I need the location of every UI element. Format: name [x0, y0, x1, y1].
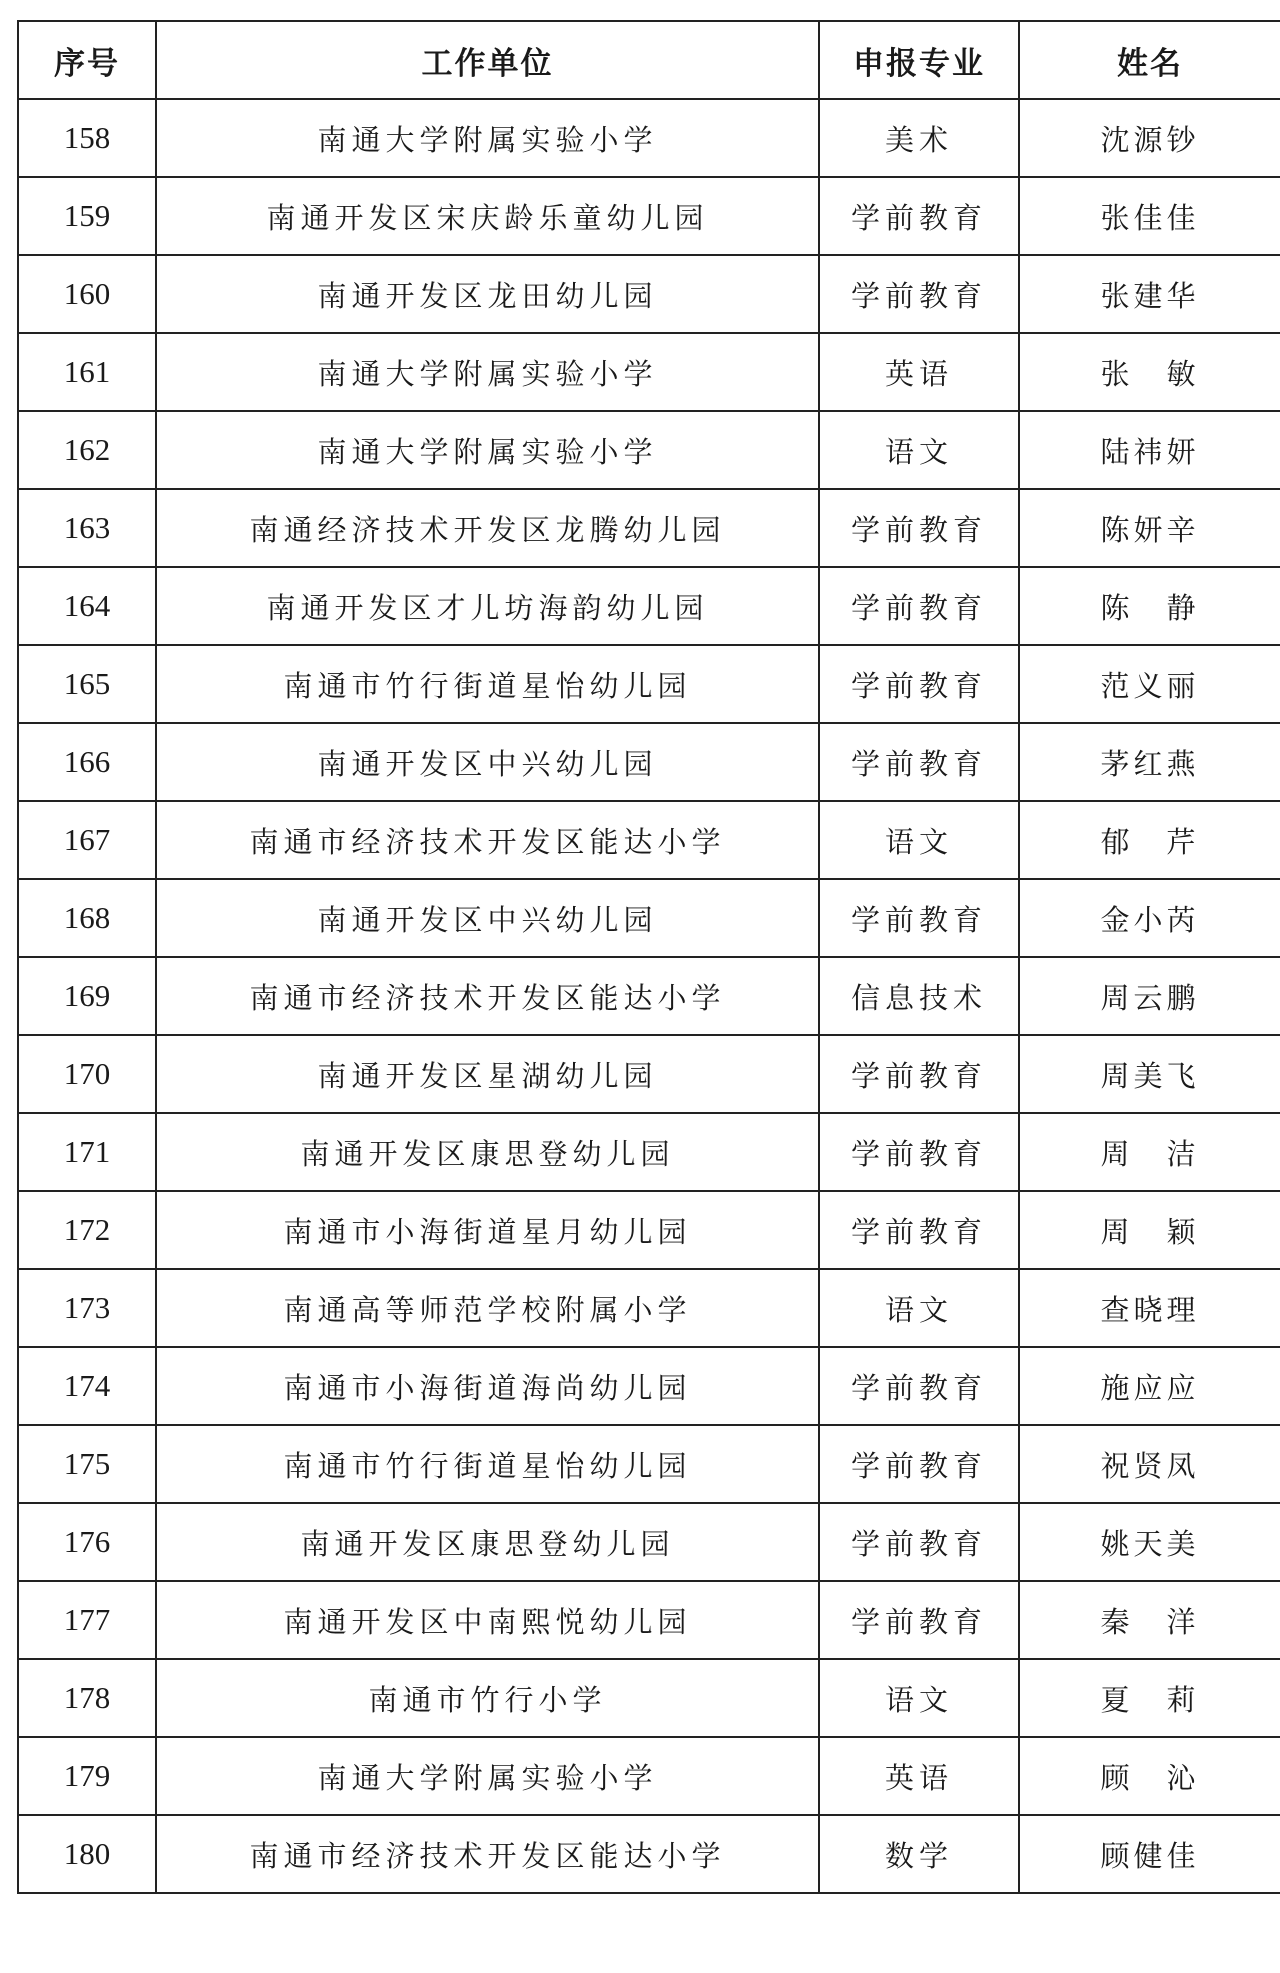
- cell-work-unit: 南通开发区康思登幼儿园: [156, 1503, 819, 1581]
- cell-work-unit: 南通市竹行街道星怡幼儿园: [156, 645, 819, 723]
- cell-work-unit: 南通市小海街道海尚幼儿园: [156, 1347, 819, 1425]
- cell-name: 查晓理: [1019, 1269, 1280, 1347]
- table-row: [18, 255, 1280, 333]
- table-row: [18, 99, 1280, 177]
- cell-specialty: 学前教育: [819, 645, 1019, 723]
- header-specialty: 申报专业: [819, 21, 1019, 99]
- cell-specialty: 学前教育: [819, 1191, 1019, 1269]
- cell-work-unit: 南通市经济技术开发区能达小学: [156, 957, 819, 1035]
- cell-name: 夏 莉: [1019, 1659, 1280, 1737]
- cell-name: 祝贤凤: [1019, 1425, 1280, 1503]
- table-row: [18, 645, 1280, 723]
- cell-seq: 166: [18, 723, 156, 801]
- cell-name: 陆祎妍: [1019, 411, 1280, 489]
- table-row: [18, 1737, 1280, 1815]
- cell-name: 张 敏: [1019, 333, 1280, 411]
- cell-specialty: 数学: [819, 1815, 1019, 1893]
- cell-name: 郁 芹: [1019, 801, 1280, 879]
- cell-work-unit: 南通开发区中南熙悦幼儿园: [156, 1581, 819, 1659]
- cell-specialty: 美术: [819, 99, 1019, 177]
- cell-seq: 170: [18, 1035, 156, 1113]
- header-name: 姓名: [1019, 21, 1280, 99]
- table-body: [18, 99, 1280, 1893]
- cell-name: 姚天美: [1019, 1503, 1280, 1581]
- table-row: [18, 1659, 1280, 1737]
- cell-work-unit: 南通高等师范学校附属小学: [156, 1269, 819, 1347]
- cell-seq: 180: [18, 1815, 156, 1893]
- cell-name: 茅红燕: [1019, 723, 1280, 801]
- table-row: [18, 1269, 1280, 1347]
- cell-specialty: 学前教育: [819, 1347, 1019, 1425]
- cell-specialty: 英语: [819, 333, 1019, 411]
- cell-work-unit: 南通市经济技术开发区能达小学: [156, 1815, 819, 1893]
- cell-work-unit: 南通大学附属实验小学: [156, 99, 819, 177]
- cell-seq: 162: [18, 411, 156, 489]
- table-row: [18, 801, 1280, 879]
- cell-seq: 169: [18, 957, 156, 1035]
- cell-name: 张佳佳: [1019, 177, 1280, 255]
- document-page: [17, 20, 1280, 1894]
- cell-specialty: 学前教育: [819, 489, 1019, 567]
- cell-work-unit: 南通开发区宋庆龄乐童幼儿园: [156, 177, 819, 255]
- cell-seq: 167: [18, 801, 156, 879]
- cell-seq: 164: [18, 567, 156, 645]
- cell-specialty: 学前教育: [819, 1113, 1019, 1191]
- cell-seq: 171: [18, 1113, 156, 1191]
- cell-specialty: 学前教育: [819, 255, 1019, 333]
- cell-specialty: 英语: [819, 1737, 1019, 1815]
- cell-specialty: 学前教育: [819, 1035, 1019, 1113]
- cell-seq: 179: [18, 1737, 156, 1815]
- cell-seq: 177: [18, 1581, 156, 1659]
- roster-table: [17, 20, 1280, 1894]
- cell-name: 陈妍辛: [1019, 489, 1280, 567]
- cell-name: 周 颖: [1019, 1191, 1280, 1269]
- cell-work-unit: 南通开发区中兴幼儿园: [156, 723, 819, 801]
- cell-name: 陈 静: [1019, 567, 1280, 645]
- cell-specialty: 语文: [819, 411, 1019, 489]
- cell-name: 张建华: [1019, 255, 1280, 333]
- cell-seq: 174: [18, 1347, 156, 1425]
- table-row: [18, 1347, 1280, 1425]
- cell-work-unit: 南通市竹行小学: [156, 1659, 819, 1737]
- cell-seq: 173: [18, 1269, 156, 1347]
- table-row: [18, 1425, 1280, 1503]
- cell-work-unit: 南通开发区龙田幼儿园: [156, 255, 819, 333]
- cell-work-unit: 南通市经济技术开发区能达小学: [156, 801, 819, 879]
- cell-name: 范义丽: [1019, 645, 1280, 723]
- table-header: [18, 21, 1280, 99]
- cell-name: 顾 沁: [1019, 1737, 1280, 1815]
- table-row: [18, 177, 1280, 255]
- table-row: [18, 1581, 1280, 1659]
- cell-specialty: 语文: [819, 1659, 1019, 1737]
- header-row: [18, 21, 1280, 99]
- table-row: [18, 333, 1280, 411]
- cell-seq: 165: [18, 645, 156, 723]
- cell-seq: 176: [18, 1503, 156, 1581]
- table-row: [18, 1113, 1280, 1191]
- cell-specialty: 学前教育: [819, 1581, 1019, 1659]
- cell-seq: 163: [18, 489, 156, 567]
- cell-specialty: 信息技术: [819, 957, 1019, 1035]
- table-row: [18, 1191, 1280, 1269]
- table-row: [18, 567, 1280, 645]
- table-row: [18, 1815, 1280, 1893]
- cell-work-unit: 南通市小海街道星月幼儿园: [156, 1191, 819, 1269]
- table-row: [18, 1503, 1280, 1581]
- cell-specialty: 语文: [819, 801, 1019, 879]
- cell-work-unit: 南通大学附属实验小学: [156, 333, 819, 411]
- cell-work-unit: 南通经济技术开发区龙腾幼儿园: [156, 489, 819, 567]
- cell-name: 周云鹏: [1019, 957, 1280, 1035]
- table-row: [18, 411, 1280, 489]
- table-row: [18, 957, 1280, 1035]
- table-row: [18, 489, 1280, 567]
- cell-seq: 175: [18, 1425, 156, 1503]
- header-seq: 序号: [18, 21, 156, 99]
- table-row: [18, 723, 1280, 801]
- cell-work-unit: 南通开发区康思登幼儿园: [156, 1113, 819, 1191]
- cell-specialty: 学前教育: [819, 723, 1019, 801]
- header-work-unit: 工作单位: [156, 21, 819, 99]
- table-row: [18, 1035, 1280, 1113]
- cell-work-unit: 南通开发区才儿坊海韵幼儿园: [156, 567, 819, 645]
- cell-seq: 159: [18, 177, 156, 255]
- cell-seq: 172: [18, 1191, 156, 1269]
- cell-seq: 160: [18, 255, 156, 333]
- cell-name: 沈源钞: [1019, 99, 1280, 177]
- cell-seq: 158: [18, 99, 156, 177]
- cell-seq: 161: [18, 333, 156, 411]
- cell-work-unit: 南通开发区星湖幼儿园: [156, 1035, 819, 1113]
- cell-work-unit: 南通大学附属实验小学: [156, 411, 819, 489]
- cell-name: 顾健佳: [1019, 1815, 1280, 1893]
- table-row: [18, 879, 1280, 957]
- cell-specialty: 学前教育: [819, 879, 1019, 957]
- cell-specialty: 学前教育: [819, 177, 1019, 255]
- cell-name: 施应应: [1019, 1347, 1280, 1425]
- cell-name: 秦 洋: [1019, 1581, 1280, 1659]
- cell-specialty: 学前教育: [819, 1503, 1019, 1581]
- cell-work-unit: 南通大学附属实验小学: [156, 1737, 819, 1815]
- cell-name: 金小芮: [1019, 879, 1280, 957]
- cell-specialty: 语文: [819, 1269, 1019, 1347]
- cell-name: 周美飞: [1019, 1035, 1280, 1113]
- cell-work-unit: 南通市竹行街道星怡幼儿园: [156, 1425, 819, 1503]
- cell-work-unit: 南通开发区中兴幼儿园: [156, 879, 819, 957]
- cell-specialty: 学前教育: [819, 567, 1019, 645]
- cell-seq: 178: [18, 1659, 156, 1737]
- cell-specialty: 学前教育: [819, 1425, 1019, 1503]
- cell-name: 周 洁: [1019, 1113, 1280, 1191]
- cell-seq: 168: [18, 879, 156, 957]
